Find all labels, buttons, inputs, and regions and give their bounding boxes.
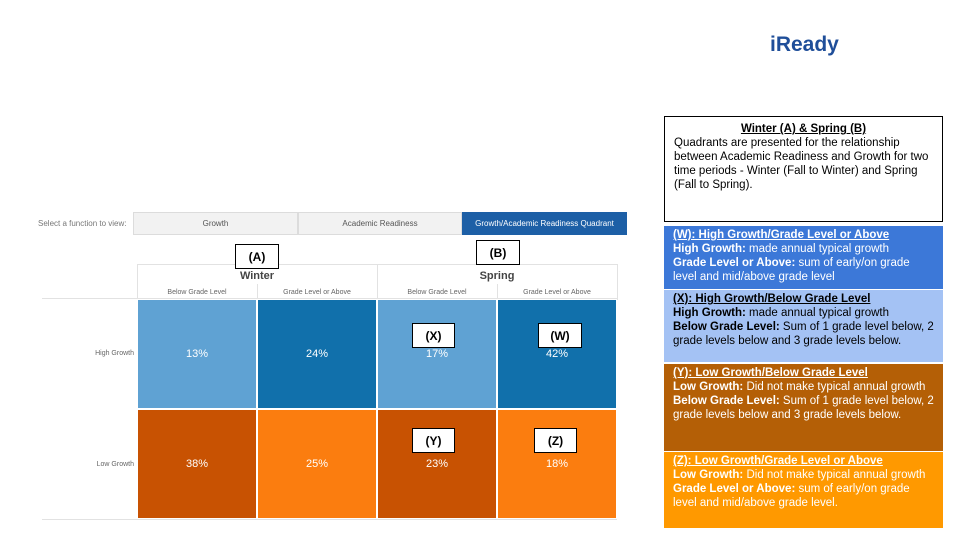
season-winter: Winter	[239, 270, 275, 282]
cell-winter-low-below[interactable]: 38%	[137, 409, 257, 519]
col-header: Below Grade Level	[167, 289, 227, 296]
legend-x-label: High Growth:	[673, 307, 746, 320]
legend-y-text: Sum of 1 grade level below, 2 grade levels below and 3 grade levels below.	[673, 395, 934, 422]
cell-spring-high-above[interactable]: 42%	[497, 299, 617, 409]
option-quadrant[interactable]: Growth/Academic Readiness Quadrant	[462, 212, 627, 235]
legend-w-label: Grade Level or Above:	[673, 257, 796, 270]
legend-z-label: Grade Level or Above:	[673, 483, 796, 496]
row-label-high-growth: High Growth	[95, 350, 134, 357]
season-spring: Spring	[479, 270, 515, 282]
legend-z-text: sum of early/on grade level and mid/above grade level.	[673, 483, 910, 510]
col-header: Grade Level or Above	[523, 289, 591, 296]
legend-w-text: sum of early/on grade level and mid/above grade level	[673, 257, 910, 284]
grid-divider	[617, 264, 618, 300]
legend-w-title: (W): High Growth/Grade Level or Above	[673, 229, 890, 241]
description-title: Winter (A) & Spring (B)	[740, 123, 867, 135]
legend-x-text: made annual typical growth	[745, 307, 890, 320]
cell-spring-high-below[interactable]: 17%	[377, 299, 497, 409]
marker-w: (W)	[538, 323, 582, 348]
legend-y-title: (Y): Low Growth/Below Grade Level	[673, 367, 868, 379]
legend-y-label: Low Growth:	[673, 381, 744, 394]
marker-y: (Y)	[412, 428, 455, 453]
option-growth[interactable]: Growth	[133, 212, 298, 235]
description-text: Quadrants are presented for the relationship between Academic Readiness and Growth for two time periods - Winter (Fall to Winter) and Spring (Fall to Spring).	[674, 137, 929, 192]
legend-w	[664, 226, 943, 289]
legend-x-title: (X): High Growth/Below Grade Level	[673, 293, 871, 305]
legend-y	[664, 364, 943, 451]
marker-x: (X)	[412, 323, 455, 348]
legend-w-label: High Growth:	[673, 243, 746, 256]
description-box	[664, 116, 943, 222]
legend-y-label: Below Grade Level:	[673, 395, 780, 408]
cell-spring-low-above[interactable]: 18%	[497, 409, 617, 519]
legend-x	[664, 290, 943, 362]
col-header: Below Grade Level	[407, 289, 467, 296]
row-label-low-growth: Low Growth	[96, 461, 134, 468]
legend-x-text: Sum of 1 grade level below, 2 grade levels below and 3 grade levels below.	[673, 321, 934, 348]
legend-z-text: Did not make typical annual growth	[743, 469, 926, 482]
legend-x-label: Below Grade Level:	[673, 321, 780, 334]
col-header: Grade Level or Above	[283, 289, 351, 296]
legend-z	[664, 452, 943, 528]
marker-a: (A)	[235, 244, 279, 269]
legend-z-label: Low Growth:	[673, 469, 744, 482]
marker-b: (B)	[476, 240, 520, 265]
cell-winter-high-above[interactable]: 24%	[257, 299, 377, 409]
legend-y-text: Did not make typical annual growth	[743, 381, 926, 394]
option-academic-readiness[interactable]: Academic Readiness	[298, 212, 462, 235]
cell-spring-low-below[interactable]: 23%	[377, 409, 497, 519]
grid-divider	[42, 519, 617, 520]
cell-winter-high-below[interactable]: 13%	[137, 299, 257, 409]
selector-label: Select a function to view:	[38, 219, 127, 228]
legend-z-title: (Z): Low Growth/Grade Level or Above	[673, 455, 883, 467]
legend-w-text: made annual typical growth	[745, 243, 890, 256]
app-title: iReady	[770, 33, 839, 56]
cell-winter-low-above[interactable]: 25%	[257, 409, 377, 519]
marker-z: (Z)	[534, 428, 577, 453]
